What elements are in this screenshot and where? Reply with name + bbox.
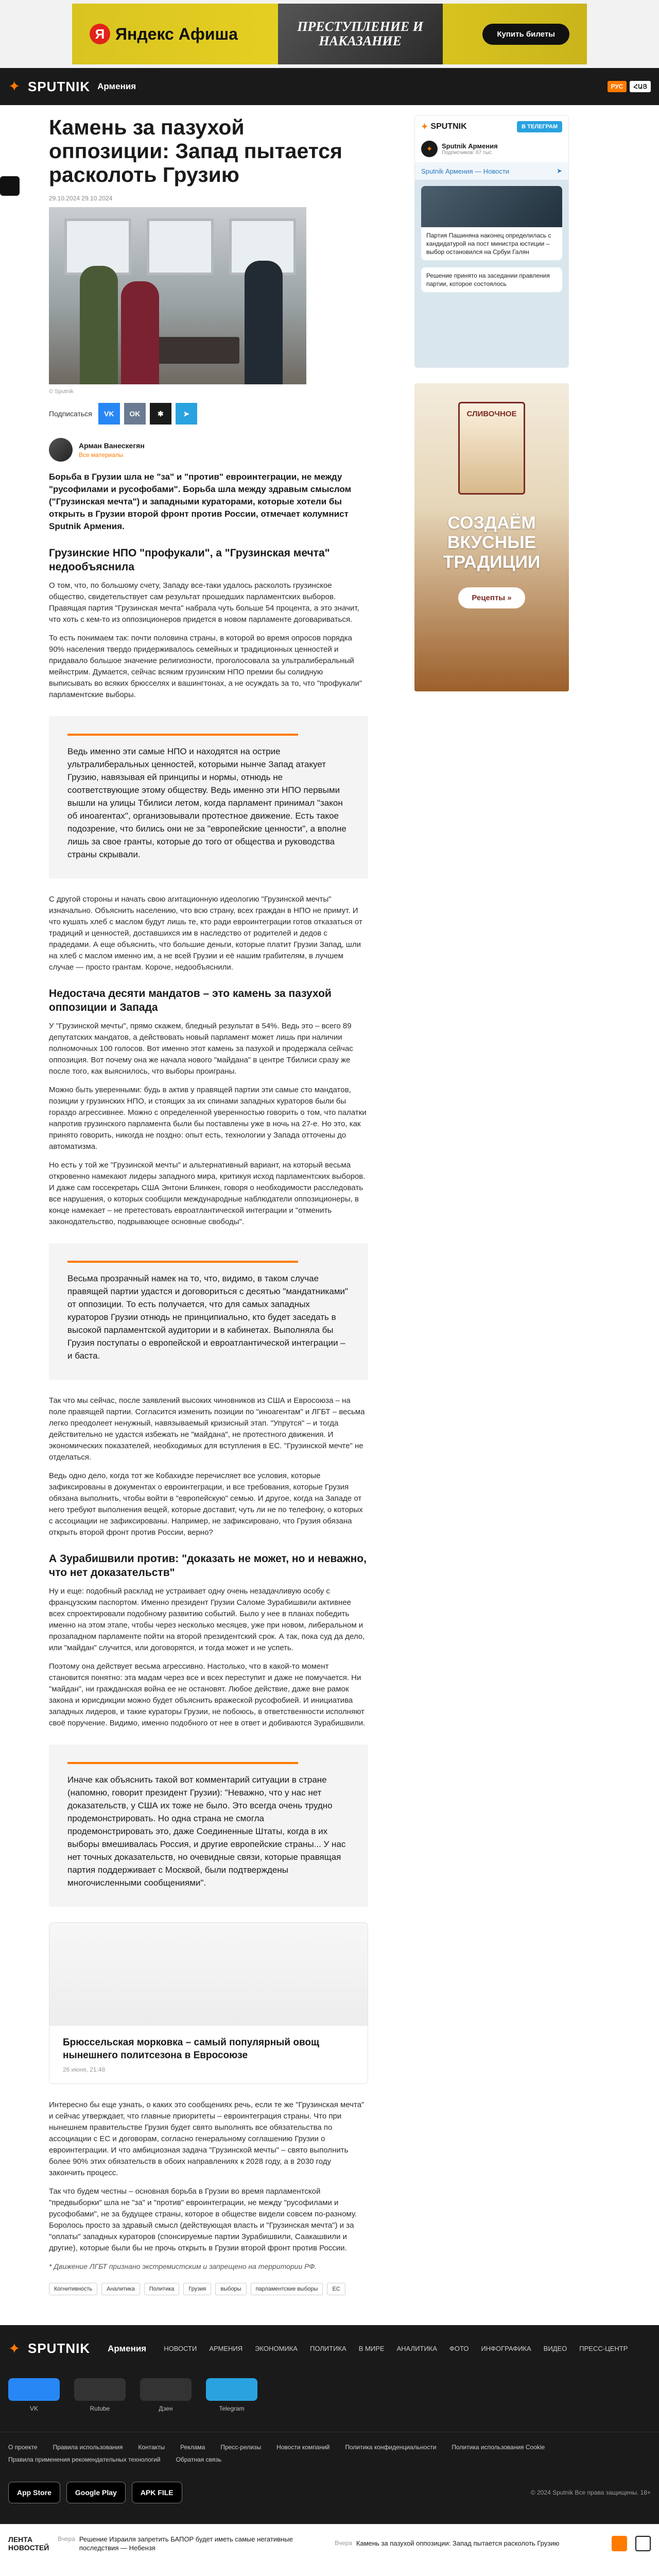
- ad-logo: Я Яндекс Афиша: [90, 24, 238, 44]
- tag[interactable]: парламентские выборы: [251, 2283, 323, 2295]
- footer-link[interactable]: Новости компаний: [276, 2444, 330, 2451]
- bottom-news-text: Решение Израиля запретить БАПОР будет иметь самые негативные последствия — Небензя: [79, 2535, 293, 2552]
- related-article-date: 26 июня, 21:48: [63, 2066, 106, 2073]
- paragraph: Интересно бы еще узнать, о каких это сообщениях речь, если те же "Грузинская мечта" и сейчас утверждает, что главные приоритеты – евроинтеграция страны. Что при нынешнем правительстве Грузия будет свято выполнять все обязательства по ассоциации с ЕС и договорам, согласно генеральному соглашению Грузии о евроинтеграции. И что амбициозная задача "Грузинской мечты" – свято выполнить более 90% этих обязательств в обоих направлениях к 2028 году, а в 2030 году закончить процесс.: [49, 2100, 365, 2177]
- ad-recipes-button[interactable]: Рецепты »: [458, 587, 525, 608]
- section-heading: Недостача десяти мандатов – это камень за пазухой оппозиции и Запада: [49, 988, 332, 1013]
- bottom-news-bar: [0, 2524, 659, 2562]
- ad-center-title: ПРЕСТУПЛЕНИЕ И НАКАЗАНИЕ: [278, 4, 443, 64]
- region-label[interactable]: Армения: [97, 81, 136, 91]
- footer-nav: [164, 2345, 628, 2352]
- ad-product-pack: СЛИВОЧНОЕ: [458, 402, 525, 495]
- sputnik-star-icon: ✦: [421, 123, 428, 131]
- scroll-top-icon[interactable]: [635, 2536, 651, 2551]
- site-footer: [0, 2325, 659, 2524]
- author-all-materials-link[interactable]: Все материалы: [79, 451, 124, 459]
- quote-block: [49, 716, 368, 878]
- footer-nav-item[interactable]: В МИРЕ: [358, 2345, 385, 2352]
- live-indicator-icon[interactable]: [612, 2536, 627, 2551]
- vk-icon[interactable]: [8, 2378, 60, 2401]
- footer-link[interactable]: Обратная связь: [176, 2456, 221, 2463]
- quote-block: [49, 1243, 368, 1380]
- quote-text: Ведь именно эти самые НПО и находятся на острие ультралиберальных ценностей, которыми нынче Запад атакует Грузию, навязывая ей принципы и нормы, отнюдь не соответствующие этому обществу. Ведь именно эти НПО первыми вышли на улицы Тбилиси летом, когда парламент принимал "закон об иноагентах", организовывали протестное движение. Есть такое подозрение, что бились они не за "европейские ценности", а вполне лишь за свое гранты, которые до того от общества и руководства страны скрывали.: [67, 747, 346, 859]
- telegram-post[interactable]: [421, 267, 562, 292]
- content-wrap: [49, 105, 610, 2325]
- footer-link[interactable]: Правила применения рекомендательных технологий: [8, 2456, 161, 2463]
- social-links: [0, 2370, 659, 2432]
- language-switcher: [608, 81, 651, 92]
- paragraph: Ведь одно дело, когда тот же Кобахидзе перечисляет все условия, которые зафиксированы в документах о евроинтеграции, и все требования, которые Грузия обязана выполнить, чтобы войти в "европейскую" семью. И другое, когда на Западе от него требуют выполнения вещей, которые доставит, чуть ли не по телефону, о которых с ассоциации не зафиксированы. Например, не зафиксировано, что Грузия обязана открыть второй фронт против России, верно?: [49, 1471, 363, 1537]
- rutube-icon[interactable]: [74, 2378, 126, 2401]
- footer-nav-item[interactable]: ЭКОНОМИКА: [255, 2345, 298, 2352]
- tag-list: [49, 2283, 368, 2295]
- footer-link[interactable]: Политика конфиденциальности: [345, 2444, 437, 2451]
- footer-nav-item[interactable]: АРМЕНИЯ: [209, 2345, 243, 2352]
- telegram-join-button[interactable]: В ТЕЛЕГРАМ: [517, 121, 562, 132]
- quote-accent-bar: [67, 1261, 298, 1263]
- section-heading: А Зурабишвили против: "доказать не может, но и неважно, что нет доказательств": [49, 1553, 367, 1579]
- section-heading: Грузинские НПО "профукали", а "Грузинская мечта" недообъяснила: [49, 547, 330, 573]
- hero-window: [147, 218, 214, 275]
- footer-nav-item[interactable]: ВИДЕО: [543, 2345, 567, 2352]
- hero-person: [121, 281, 159, 384]
- article: [49, 115, 368, 2325]
- telegram-widget-header: [415, 116, 568, 138]
- ad-cta-button[interactable]: Купить билеты: [482, 24, 569, 45]
- article-dates: 29.10.2024 29.10.2024: [49, 195, 113, 202]
- bottom-news-item[interactable]: [58, 2535, 326, 2552]
- sputnik-star-icon: ✦: [8, 78, 21, 94]
- footer-nav-item[interactable]: АНАЛИТИКА: [396, 2345, 437, 2352]
- floating-widget-button[interactable]: [0, 176, 20, 196]
- ad-slogan: СОЗДАЁМ ВКУСНЫЕ ТРАДИЦИИ: [443, 513, 541, 572]
- social-rutube[interactable]: Rutube: [74, 2378, 126, 2412]
- telegram-post-text: Решение принято на заседании правления партии, которое состоялось: [426, 272, 550, 287]
- app-store-button[interactable]: App Store: [8, 2482, 60, 2503]
- telegram-post-text: Партия Пашиняна наконец определилась с кандидатурой на пост министра юстиции – выбор остановился на Србуи Галян: [426, 232, 551, 256]
- channel-avatar-icon: ✦: [421, 141, 438, 157]
- telegram-share-icon[interactable]: ➤: [176, 403, 197, 425]
- footnote: * Движение ЛГБТ признано экстремистским и запрещено на территории РФ.: [49, 2262, 317, 2270]
- hero-image: [49, 207, 306, 384]
- paragraph: Так что будем честны – основная борьба в Грузии во время парламентской "предвыборки" шла не "за" и "против" евроинтеграции, не между "русофилами и русофобами", не за будущее страны, которое в обществе видели совсем по-разному. Боролось просто за здравый смысл (действующая власть и "Грузинская мечта") и за "оплаты" западных кураторов (спонсируемые партии Зурабишвили, Саакашвили и другие), которые были бы не прочь открыть в Грузии второй фронт против России.: [49, 2187, 357, 2252]
- dzen-icon[interactable]: [140, 2378, 192, 2401]
- social-vk[interactable]: VK: [8, 2378, 60, 2412]
- footer-nav-item[interactable]: ИНФОГРАФИКА: [481, 2345, 531, 2352]
- app-download-row: [0, 2471, 659, 2524]
- paragraph: Так что мы сейчас, после заявлений высоких чиновников из США и Евросоюза – на поле правящей партии. Согласится изменить позиции по "иноагентам" и ЛГБТ – весьма легко преодолеет ненужный, навязываемый кризисный этап. "Упрутся" – и тогда действительно не удастся избежать не "майдана", не протестного движения. И экономических показателей, необходимых для вступления в ЕС. "Грузинской мечте" не отделаться.: [49, 1396, 365, 1462]
- sidebar: [414, 115, 569, 2325]
- footer-link[interactable]: Пресс-релизы: [220, 2444, 262, 2451]
- photo-credit: © Sputnik: [49, 388, 74, 395]
- author-avatar: [49, 438, 73, 462]
- telegram-channel-bar-title: Sputnik Армения — Новости: [421, 167, 510, 175]
- top-ad-banner[interactable]: [72, 4, 587, 64]
- tag[interactable]: Политика: [144, 2283, 180, 2295]
- lang-ru-button[interactable]: РУС: [608, 81, 627, 92]
- sidebar-ad[interactable]: [414, 383, 569, 691]
- tag[interactable]: Когнитивность: [49, 2283, 97, 2295]
- footer-region[interactable]: Армения: [108, 2343, 147, 2353]
- site-header: [0, 68, 659, 105]
- tag[interactable]: Аналитика: [101, 2283, 140, 2295]
- author-block[interactable]: [49, 438, 368, 462]
- quote-text: Иначе как объяснить такой вот комментарий ситуации в стране (напомню, говорит президент Грузии): "Неважно, что у нас нет доказательств, у США их тоже не было. Это всегда очень трудно продемонстрировать. Но одна страна не смогла продемонстрировать это, даже Соединенные Штаты, когда в их выборы вмешивалась Россия, и другие европейские страны... У нас нет точных доказательств, но очевидные связи, которые правящая партия поддерживает с Москвой, были подтверждены многочисленными сообщениями".: [67, 1775, 346, 1888]
- quote-text: Весьма прозрачный намек на то, что, видимо, в таком случае правящей партии удастся и договориться с десятью "мандатниками" от оппозиции. То есть получается, что для самых западных кураторов Грузии отнюдь не принципиально, кто будет заседать в высокой парламентской аудитории и в кабинетах. Выполняла бы Грузия поступаты о европейской и евроатлантической интеграции – и баста.: [67, 1274, 349, 1361]
- social-telegram[interactable]: Telegram: [206, 2378, 257, 2412]
- quote-accent-bar: [67, 1762, 298, 1764]
- footer-link[interactable]: Политика использования Cookie: [452, 2444, 545, 2451]
- article-lead: Борьба в Грузии шла не "за" и "против" евроинтеграции, не между "русофилами и русофобами". Борьба шла между здравым смыслом ("Грузинская мечта") и западными кураторами, которые хотели бы открыть в Грузии второй фронт против России, отмечает колумнист Sputnik Армения.: [49, 472, 352, 531]
- telegram-post-image: [421, 186, 562, 227]
- tag[interactable]: ЕС: [327, 2283, 345, 2295]
- bottom-news-item[interactable]: [335, 2539, 603, 2548]
- footer-nav-item[interactable]: ПОЛИТИКА: [309, 2345, 346, 2352]
- social-dzen[interactable]: Дзен: [140, 2378, 192, 2412]
- telegram-icon[interactable]: [206, 2378, 257, 2401]
- telegram-widget: [414, 115, 569, 368]
- tag[interactable]: выборы: [215, 2283, 246, 2295]
- share-label: Подписаться: [49, 410, 92, 418]
- footer-top: [0, 2325, 659, 2370]
- footer-link[interactable]: Реклама: [180, 2444, 205, 2451]
- paragraph: Можно быть уверенными: будь в актив у правящей партии эти самые сто мандатов, позиции у грузинских НПО, и стоящих за их спинами западных кураторов были бы гораздо агрессивнее. Можно с определенной уверенностью говорить о том, что палатки напротив грузинского парламента были бы поставлены уже в ночь на 27-е. Но это, как принято говорить, никогда не поздно: опыт есть, технологии у Запада отточены до автоматизма.: [49, 1086, 367, 1151]
- zen-share-icon[interactable]: ✱: [150, 403, 171, 425]
- telegram-post[interactable]: [421, 186, 562, 260]
- hero-person: [245, 261, 283, 384]
- telegram-send-icon: ➤: [557, 167, 562, 175]
- related-article-title[interactable]: Брюссельская морковка – самый популярный овощ нынешнего политсезона в Евросоюзе: [63, 2037, 320, 2061]
- lang-am-button[interactable]: ՀԱՅ: [630, 81, 651, 92]
- bottom-news-time: Вчера: [335, 2539, 352, 2547]
- paragraph: О том, что, по большому счету, Западу все-таки удалось расколоть грузинское общество, свидетельствует сам результат прошедших парламентских выборов. Правящая партия "Грузинская мечта" набрала чуть больше 54 процента, а это значит, что хоть с кем-то из оппозиционеров придется в новом парламенте договариваться.: [49, 581, 359, 624]
- footer-link[interactable]: Правила использования: [53, 2444, 123, 2451]
- paragraph: То есть понимаем так: почти половина страны, в которой во время опросов порядка 90% населения твердо придерживалось семейных и традиционных ценностей и придавало большое значение религиозности, проголосовала за ультралиберальный мейнстрим. Думается, сейчас всяким грузинским НПО премии бы солидную выписывать во всяких брюсселях и вашингтонах, а не осуждать за то, что "профукали" парламентские выборы.: [49, 634, 362, 699]
- telegram-channel[interactable]: [415, 138, 568, 162]
- footer-link[interactable]: Контакты: [138, 2444, 165, 2451]
- vk-share-icon[interactable]: VK: [98, 403, 120, 425]
- top-ad-container: [0, 0, 659, 68]
- footer-nav-item[interactable]: НОВОСТИ: [164, 2345, 197, 2352]
- channel-subscribers: Подписчиков: 67 тыс.: [442, 150, 493, 156]
- author-name[interactable]: Арман Ванескегян: [79, 441, 145, 450]
- brand-logo[interactable]: ✦ SPUTNIK: [8, 78, 91, 94]
- article-title: Камень за пазухой оппозиции: Запад пытается расколоть Грузию: [49, 115, 342, 187]
- quote-block: [49, 1744, 368, 1907]
- related-article-image: [49, 1923, 368, 2026]
- related-article-card[interactable]: [49, 1922, 368, 2084]
- footer-link[interactable]: О проекте: [8, 2444, 38, 2451]
- paragraph: С другой стороны и начать свою агитационную идеологию "Грузинской мечты" изначально. Объяснить населению, что всю страну, всех граждан в НПО не примут. И что кушать хлеб с маслом будут лишь те, кто ради евроинтеграции готов отказаться от традиций и ценностей, доставшихся им в наследство от родителей и дедов с прадедами. А еще объяснить, что большие деньги, которые платит Грузии Запад, шли на хлеб с маслом именно им, а не всей Грузии и её нашим грабителям, в лучшем случае — просто грантам. Короче, недообъяснили.: [49, 895, 362, 972]
- google-play-button[interactable]: Google Play: [66, 2482, 126, 2503]
- paragraph: Но есть у той же "Грузинской мечты" и альтернативный вариант, на который весьма откровенно намекают лидеры западного мира, критикуя исход парламентских выборов. И даже сам госсекретарь США Энтони Блинкен, говоря о необходимости расследовать все нарушения, о которых сообщили международные наблюдатели оппозиционеры, в конце намекает – не претестовать евроатлантической интеграции и "отменить законодательство, подрывающее основные свободы".: [49, 1161, 366, 1226]
- tag[interactable]: Грузия: [183, 2283, 211, 2295]
- yandex-icon: Я: [90, 24, 110, 44]
- channel-name: Sputnik Армения: [442, 142, 498, 150]
- share-row: [49, 403, 368, 425]
- sputnik-star-icon: ✦: [8, 2340, 21, 2357]
- paragraph: У "Грузинской мечты", прямо скажем, бледный результат в 54%. Ведь это – всего 89 депутатских мандатов, а действовать новый парламент может лишь при наличии полномочных 100 голосов. Вот именно этот камень за пазухой и продержала сейчас оппозиция. Вот почему она же начала нового "майдана" в центре Тбилиси сразу же после того, как выяснилось, что выборы проиграны.: [49, 1022, 353, 1076]
- hero-person: [80, 266, 118, 384]
- footer-links: [0, 2432, 659, 2471]
- apk-file-button[interactable]: APK FILE: [132, 2482, 182, 2503]
- telegram-feed[interactable]: [415, 180, 568, 367]
- ok-share-icon[interactable]: OK: [124, 403, 146, 425]
- bottom-news-time: Вчера: [58, 2535, 75, 2543]
- news-feed-button[interactable]: ЛЕНТА НОВОСТЕЙ: [8, 2535, 49, 2552]
- footer-brand-logo[interactable]: ✦ SPUTNIK: [8, 2340, 91, 2357]
- paragraph: Ну и еще: подобный расклад не устраивает одну очень незадачливую особу с французским паспортом. Именно президент Грузии Саломе Зурабишвили активнее всех спроектировали подобному развитию событий. Было у нее в планах победить именно на этом этапе, чтобы через несколько месяцев, уже при новом, либеральном и прозападном парламенте пойти на второй президентский срок. А так, пока суд да дело, или "майдан" случится, или договорятся, и тогда может и не успеть.: [49, 1587, 365, 1652]
- telegram-widget-logo: ✦ SPUTNIK: [421, 122, 467, 131]
- telegram-channel-bar[interactable]: [415, 162, 568, 180]
- copyright: © 2024 Sputnik Все права защищены. 18+: [530, 2489, 651, 2496]
- paragraph: Поэтому она действует весьма агрессивно. Настолько, что в какой-то момент становится понятно: эта мадам через все и всех переступит и даже не помучается. Ни "майдан", ни гражданская война ее не остановят. Любое действие, даже вне рамок закона и юрисдикции можно будет объяснить вражеской русофобией. И инициатива западных лидеров, и такие кураторы Грузии, не побоюсь, в ответственности исполняют своё поручение. Видимо, именно подобного от нее в ответ и добиваются Зурабишвили.: [49, 1662, 366, 1727]
- bottom-news-text: Камень за пазухой оппозиции: Запад пытается расколоть Грузию: [356, 2539, 560, 2547]
- footer-nav-item[interactable]: ФОТО: [449, 2345, 469, 2352]
- quote-accent-bar: [67, 734, 298, 736]
- footer-nav-item[interactable]: ПРЕСС-ЦЕНТР: [579, 2345, 628, 2352]
